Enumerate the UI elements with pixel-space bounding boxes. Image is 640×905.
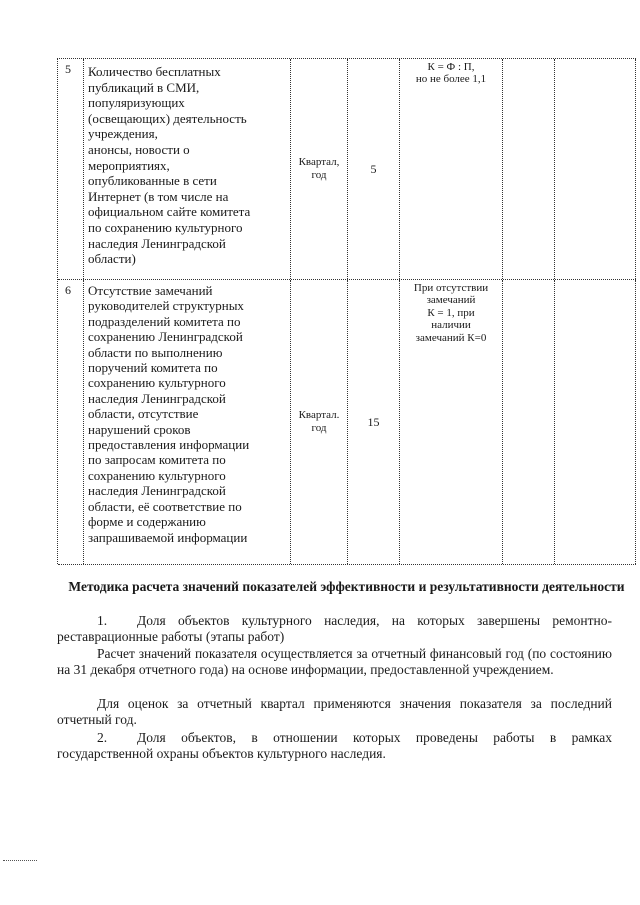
formula-cell: К = Ф : П, но не более 1,1 <box>400 59 503 279</box>
weight-value: 5 <box>370 161 377 176</box>
paragraph-text: Для оценок за отчетный квартал применяются значения показателя за последний отчетный год. <box>57 696 612 727</box>
footer-divider <box>3 860 37 861</box>
empty-cell <box>503 280 555 564</box>
paragraph-text: Доля объектов, в отношении которых проведены работы в рамках государственной охраны объектов культурного наследия. <box>57 730 612 761</box>
empty-cell <box>555 59 636 279</box>
empty-cell <box>503 59 555 279</box>
paragraph-3 <box>57 696 612 728</box>
paragraph-2 <box>57 646 612 678</box>
weight-cell <box>348 280 400 564</box>
period-value: Квартал. год <box>298 409 340 434</box>
indicator-name: Количество бесплатных публикаций в СМИ, популяризующих (освещающих) деятельность учреждения, анонсы, новости о мероприятиях, опубликованные в сети Интернет (в том числе на официальном сайте комитета по сохранению культурного наследия Ленинградской области) <box>84 59 291 279</box>
section-title: Методика расчета значений показателей эффективности и результативности деятельности <box>68 579 625 594</box>
weight-cell <box>348 59 400 279</box>
period-value: Квартал, год <box>298 156 340 181</box>
paragraph-text: Расчет значений показателя осуществляется за отчетный финансовый год (по состоянию на 31 декабря отчетного года) на основе информации, предоставленной учреждением. <box>57 646 612 677</box>
item-number: 2. <box>97 730 108 745</box>
item-number: 1. <box>97 613 108 628</box>
indicator-name: Отсутствие замечаний руководителей структурных подразделений комитета по сохранению Ленинградской области по выполнению поручений комитета по сохранению культурного наследия Ленинградской области, отсутствие нарушений сроков предоставления информации по запросам комитета по сохранению культурного наследия Ленинградской области, её соответствие по форме и содержанию запрашиваемой информации <box>84 280 291 564</box>
paragraph-1 <box>57 613 612 645</box>
table-row <box>58 280 636 565</box>
paragraph-text: Доля объектов культурного наследия, на которых завершены ремонтно-реставрационные работы (этапы работ) <box>57 613 612 644</box>
table-row <box>58 59 636 280</box>
empty-cell <box>555 280 636 564</box>
period-cell <box>291 280 348 564</box>
row-number: 6 <box>58 280 84 564</box>
formula-cell: При отсутствии замечаний К = 1, при наличии замечаний К=0 <box>400 280 503 564</box>
indicators-table <box>57 58 636 564</box>
row-number: 5 <box>58 59 84 279</box>
paragraph-4 <box>57 730 612 762</box>
weight-value: 15 <box>367 414 380 429</box>
period-cell <box>291 59 348 279</box>
